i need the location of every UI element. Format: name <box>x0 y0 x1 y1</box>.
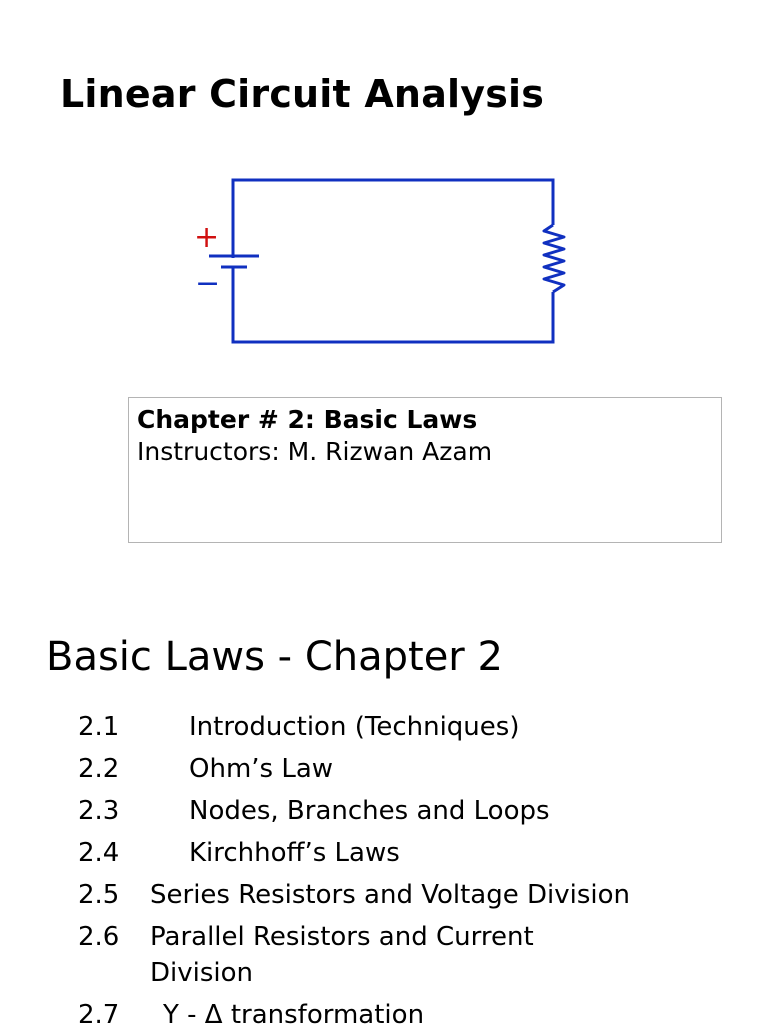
toc-item-number: 2.5 <box>78 880 120 910</box>
toc-item-title: Nodes, Branches and Loops <box>189 796 550 826</box>
circuit-wire-bottom <box>233 266 553 342</box>
toc-item-title <box>150 919 534 991</box>
instructor-name: Instructors: M. Rizwan Azam <box>137 437 493 466</box>
toc-item-number: 2.1 <box>78 712 120 742</box>
toc-item-title: Y - Δ transformation <box>163 1000 425 1030</box>
toc-item-title: Kirchhoff’s Laws <box>189 838 400 868</box>
toc-item-title: Introduction (Techniques) <box>189 712 520 742</box>
circuit-diagram <box>180 170 580 350</box>
section-heading: Basic Laws - Chapter 2 <box>46 634 503 680</box>
toc-item-number: 2.7 <box>78 1000 120 1030</box>
toc-item-title: Series Resistors and Voltage Division <box>150 880 631 910</box>
toc-item-title-line1: Parallel Resistors and Current <box>150 922 534 952</box>
toc-item-number: 2.3 <box>78 796 120 826</box>
toc-item-number: 2.2 <box>78 754 120 784</box>
toc-item-number: 2.4 <box>78 838 120 868</box>
chapter-info-box <box>128 397 722 543</box>
battery-minus-sign: − <box>195 266 221 301</box>
toc-item-title-line2: Division <box>150 958 254 988</box>
toc-item-title: Ohm’s Law <box>189 754 334 784</box>
chapter-title: Chapter # 2: Basic Laws <box>137 405 478 434</box>
battery-plus-sign: + <box>194 220 220 255</box>
toc-item-number: 2.6 <box>78 922 120 952</box>
circuit-wire-top <box>233 180 553 258</box>
resistor-symbol <box>544 225 564 292</box>
page-title: Linear Circuit Analysis <box>60 72 545 116</box>
